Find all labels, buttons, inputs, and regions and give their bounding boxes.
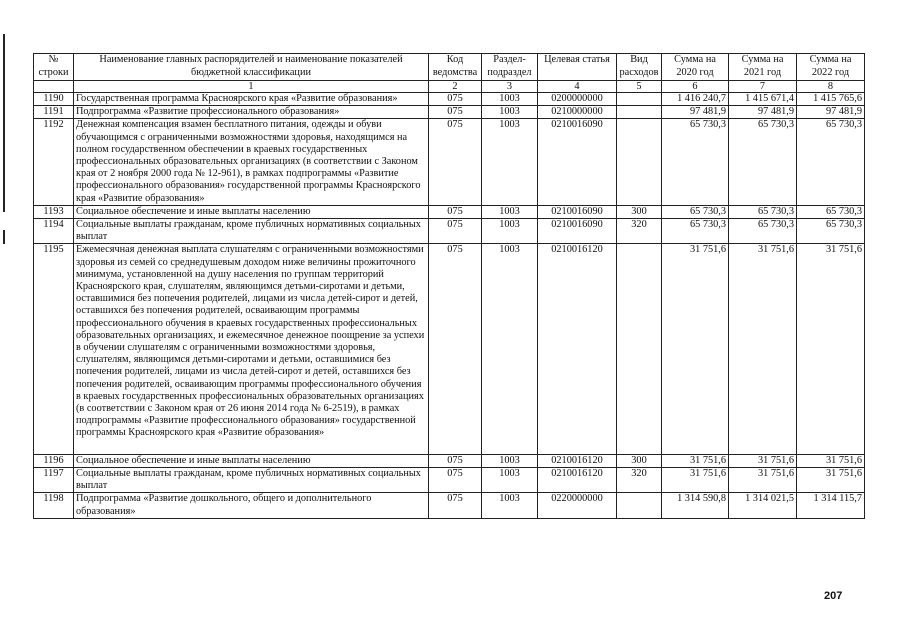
scan-edge-mark [3,230,5,244]
row-sum-2020: 31 751,6 [662,244,729,454]
column-number: 1 [74,81,429,93]
row-target-article: 0210016090 [538,219,617,244]
row-sum-2020: 1 416 240,7 [662,93,729,106]
row-sum-2020: 1 314 590,8 [662,493,729,518]
row-section: 1003 [482,93,538,106]
row-target-article: 0210000000 [538,106,617,119]
header-expense-type: Вид расходов [617,54,662,81]
row-section: 1003 [482,219,538,244]
header-section: Раздел-подраздел [482,54,538,81]
row-section: 1003 [482,467,538,492]
header-sum-2020: Сумма на 2020 год [662,54,729,81]
row-sum-2022: 31 751,6 [797,467,865,492]
row-expense-type: 300 [617,205,662,218]
row-target-article: 0220000000 [538,493,617,518]
table-row [34,205,865,218]
row-dept-code: 075 [429,219,482,244]
row-expense-type [617,119,662,205]
row-name: Социальные выплаты гражданам, кроме публичных нормативных социальных выплат [74,467,429,492]
row-sum-2020: 65 730,3 [662,119,729,205]
table-row [34,106,865,119]
row-dept-code: 075 [429,119,482,205]
scan-edge-line [3,34,5,212]
row-sum-2020: 31 751,6 [662,467,729,492]
row-number: 1192 [34,119,74,205]
table-row [34,119,865,205]
row-sum-2021: 1 314 021,5 [729,493,797,518]
row-section: 1003 [482,244,538,454]
row-dept-code: 075 [429,244,482,454]
row-dept-code: 075 [429,454,482,467]
row-sum-2021: 97 481,9 [729,106,797,119]
row-section: 1003 [482,119,538,205]
row-sum-2021: 31 751,6 [729,467,797,492]
row-number: 1195 [34,244,74,454]
table-row [34,493,865,518]
row-name: Подпрограмма «Развитие дошкольного, общего и дополнительного образования» [74,493,429,518]
column-number: 8 [797,81,865,93]
row-section: 1003 [482,106,538,119]
row-sum-2022: 1 314 115,7 [797,493,865,518]
row-sum-2021: 1 415 671,4 [729,93,797,106]
row-name: Социальное обеспечение и иные выплаты населению [74,205,429,218]
row-number: 1193 [34,205,74,218]
row-target-article: 0210016090 [538,119,617,205]
row-expense-type [617,244,662,454]
row-sum-2021: 65 730,3 [729,219,797,244]
row-number: 1194 [34,219,74,244]
row-expense-type: 320 [617,467,662,492]
row-name: Государственная программа Красноярского края «Развитие образования» [74,93,429,106]
header-row [34,54,865,81]
row-number: 1196 [34,454,74,467]
row-target-article: 0200000000 [538,93,617,106]
row-sum-2022: 97 481,9 [797,106,865,119]
row-target-article: 0210016120 [538,467,617,492]
column-number: 5 [617,81,662,93]
row-name: Социальные выплаты гражданам, кроме публичных нормативных социальных выплат [74,219,429,244]
row-dept-code: 075 [429,205,482,218]
row-name: Подпрограмма «Развитие профессионального образования» [74,106,429,119]
row-name: Социальное обеспечение и иные выплаты населению [74,454,429,467]
row-sum-2022: 31 751,6 [797,454,865,467]
header-target-article: Целевая статья [538,54,617,81]
row-section: 1003 [482,205,538,218]
row-sum-2020: 31 751,6 [662,454,729,467]
table-row [34,93,865,106]
header-row-number: № строки [34,54,74,81]
row-expense-type: 320 [617,219,662,244]
row-number: 1190 [34,93,74,106]
row-dept-code: 075 [429,493,482,518]
row-number: 1191 [34,106,74,119]
row-sum-2022: 1 415 765,6 [797,93,865,106]
row-sum-2020: 65 730,3 [662,205,729,218]
row-sum-2022: 65 730,3 [797,219,865,244]
row-dept-code: 075 [429,467,482,492]
row-target-article: 0210016120 [538,454,617,467]
row-section: 1003 [482,493,538,518]
row-expense-type [617,93,662,106]
table-row [34,454,865,467]
header-sum-2021: Сумма на 2021 год [729,54,797,81]
row-dept-code: 075 [429,93,482,106]
table-row [34,467,865,492]
table-row [34,244,865,454]
row-sum-2022: 65 730,3 [797,119,865,205]
row-section: 1003 [482,454,538,467]
column-number-row [34,81,865,93]
column-number: 2 [429,81,482,93]
table-row [34,219,865,244]
header-name: Наименование главных распорядителей и наименование показателей бюджетной классификации [74,54,429,81]
row-number: 1197 [34,467,74,492]
row-expense-type: 300 [617,454,662,467]
column-number: 6 [662,81,729,93]
row-target-article: 0210016120 [538,244,617,454]
row-name: Денежная компенсация взамен бесплатного питания, одежды и обуви обучающимся с ограниченными возможностями здоровья, находящимся на полном государственном обеспечении в краевых государственных профессиональных образовательных организациях (в соответствии с Законом края от 2 ноября 2000 года № 12-961), в рамках подпрограммы «Развитие профессионального образования» государственной программы Красноярского края «Развитие образования» [74,119,429,205]
row-sum-2021: 65 730,3 [729,205,797,218]
page-number: 207 [824,590,843,602]
header-sum-2022: Сумма на 2022 год [797,54,865,81]
row-name: Ежемесячная денежная выплата слушателям с ограниченными возможностями здоровья из семей со среднедушевым доходом ниже величины прожиточного минимума, установленной на душу населения по группам территорий Красноярского края, слушателям, являющимся детьми-сиротами и детьми, оставшимися без попечения родителей, лицами из числа детей-сирот и детей, оставшихся без попечения родителей, осваивающим программы профессионального обучения в краевых государственных профессиональных образовательных организациях, и ежемесячное денежное поощрение за успехи в обучении слушателям с ограниченными возможностями здоровья, слушателям, являющимся детьми-сиротами и детьми, оставшимися без попечения родителей, лицами из числа детей-сирот и детей, оставшихся без попечения родителей, осваивающим программы профессионального обучения в краевых государственных профессиональных образовательных организациях (в соответствии с Законом края от 26 июня 2014 года № 6-2519), в рамках подпрограммы «Развитие профессионального образования» государственной программы Красноярского края «Развитие образования» [74,244,429,454]
row-sum-2022: 65 730,3 [797,205,865,218]
row-sum-2022: 31 751,6 [797,244,865,454]
row-sum-2021: 65 730,3 [729,119,797,205]
row-expense-type [617,493,662,518]
row-sum-2021: 31 751,6 [729,454,797,467]
row-dept-code: 075 [429,106,482,119]
row-sum-2021: 31 751,6 [729,244,797,454]
column-number: 3 [482,81,538,93]
row-expense-type [617,106,662,119]
column-number: 4 [538,81,617,93]
budget-table [33,53,865,519]
header-dept-code: Код ведомства [429,54,482,81]
row-sum-2020: 65 730,3 [662,219,729,244]
row-sum-2020: 97 481,9 [662,106,729,119]
column-number-empty [34,81,74,93]
row-number: 1198 [34,493,74,518]
column-number: 7 [729,81,797,93]
row-target-article: 0210016090 [538,205,617,218]
